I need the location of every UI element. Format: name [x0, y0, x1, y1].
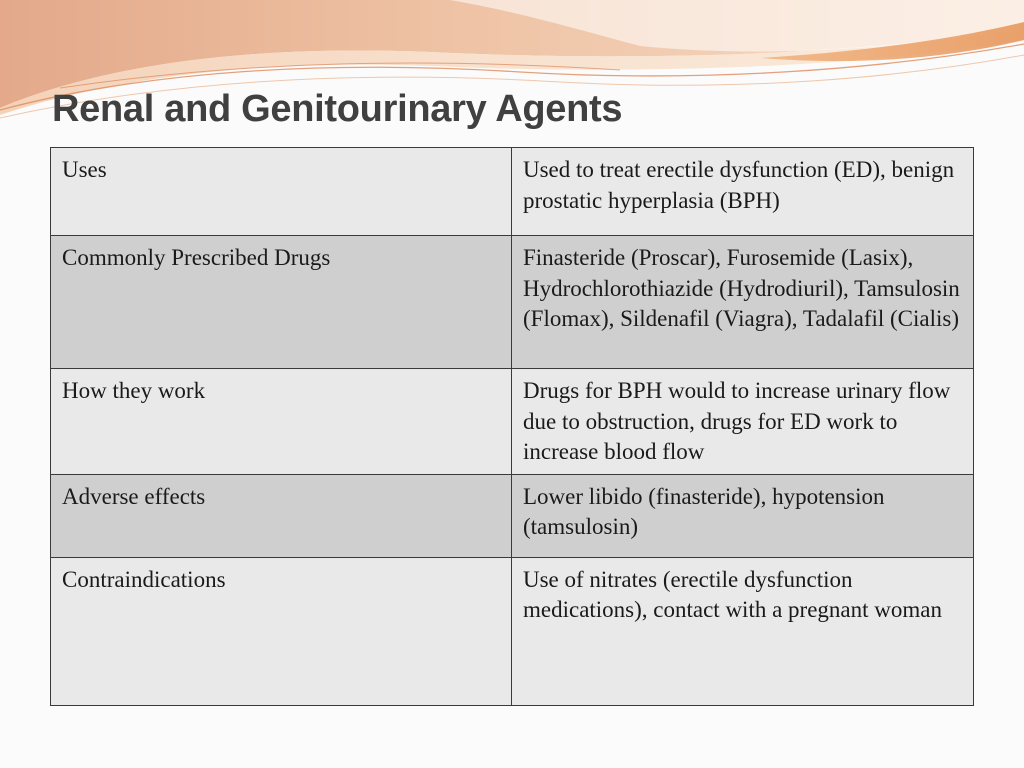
table-row-adverse-effects [51, 474, 974, 557]
row-value: Lower libido (finasteride), hypotension (tamsulosin) [512, 474, 974, 557]
row-label: Uses [51, 148, 512, 236]
page-title: Renal and Genitourinary Agents [52, 88, 623, 130]
table-row-contraindications [51, 557, 974, 705]
row-label: Commonly Prescribed Drugs [51, 236, 512, 369]
row-value: Used to treat erectile dysfunction (ED), benign prostatic hyperplasia (BPH) [512, 148, 974, 236]
row-value: Use of nitrates (erectile dysfunction medications), contact with a pregnant woman [512, 557, 974, 705]
row-label: Contraindications [51, 557, 512, 705]
table-row-commonly-prescribed-drugs [51, 236, 974, 369]
info-table [50, 147, 974, 706]
table-row-how-they-work [51, 369, 974, 475]
row-value: Drugs for BPH would to increase urinary flow due to obstruction, drugs for ED work to increase blood flow [512, 369, 974, 475]
row-value: Finasteride (Proscar), Furosemide (Lasix), Hydrochlorothiazide (Hydrodiuril), Tamsulosin (Flomax), Sildenafil (Viagra), Tadalafil (Cialis) [512, 236, 974, 369]
row-label: Adverse effects [51, 474, 512, 557]
row-label: How they work [51, 369, 512, 475]
table-row-uses [51, 148, 974, 236]
